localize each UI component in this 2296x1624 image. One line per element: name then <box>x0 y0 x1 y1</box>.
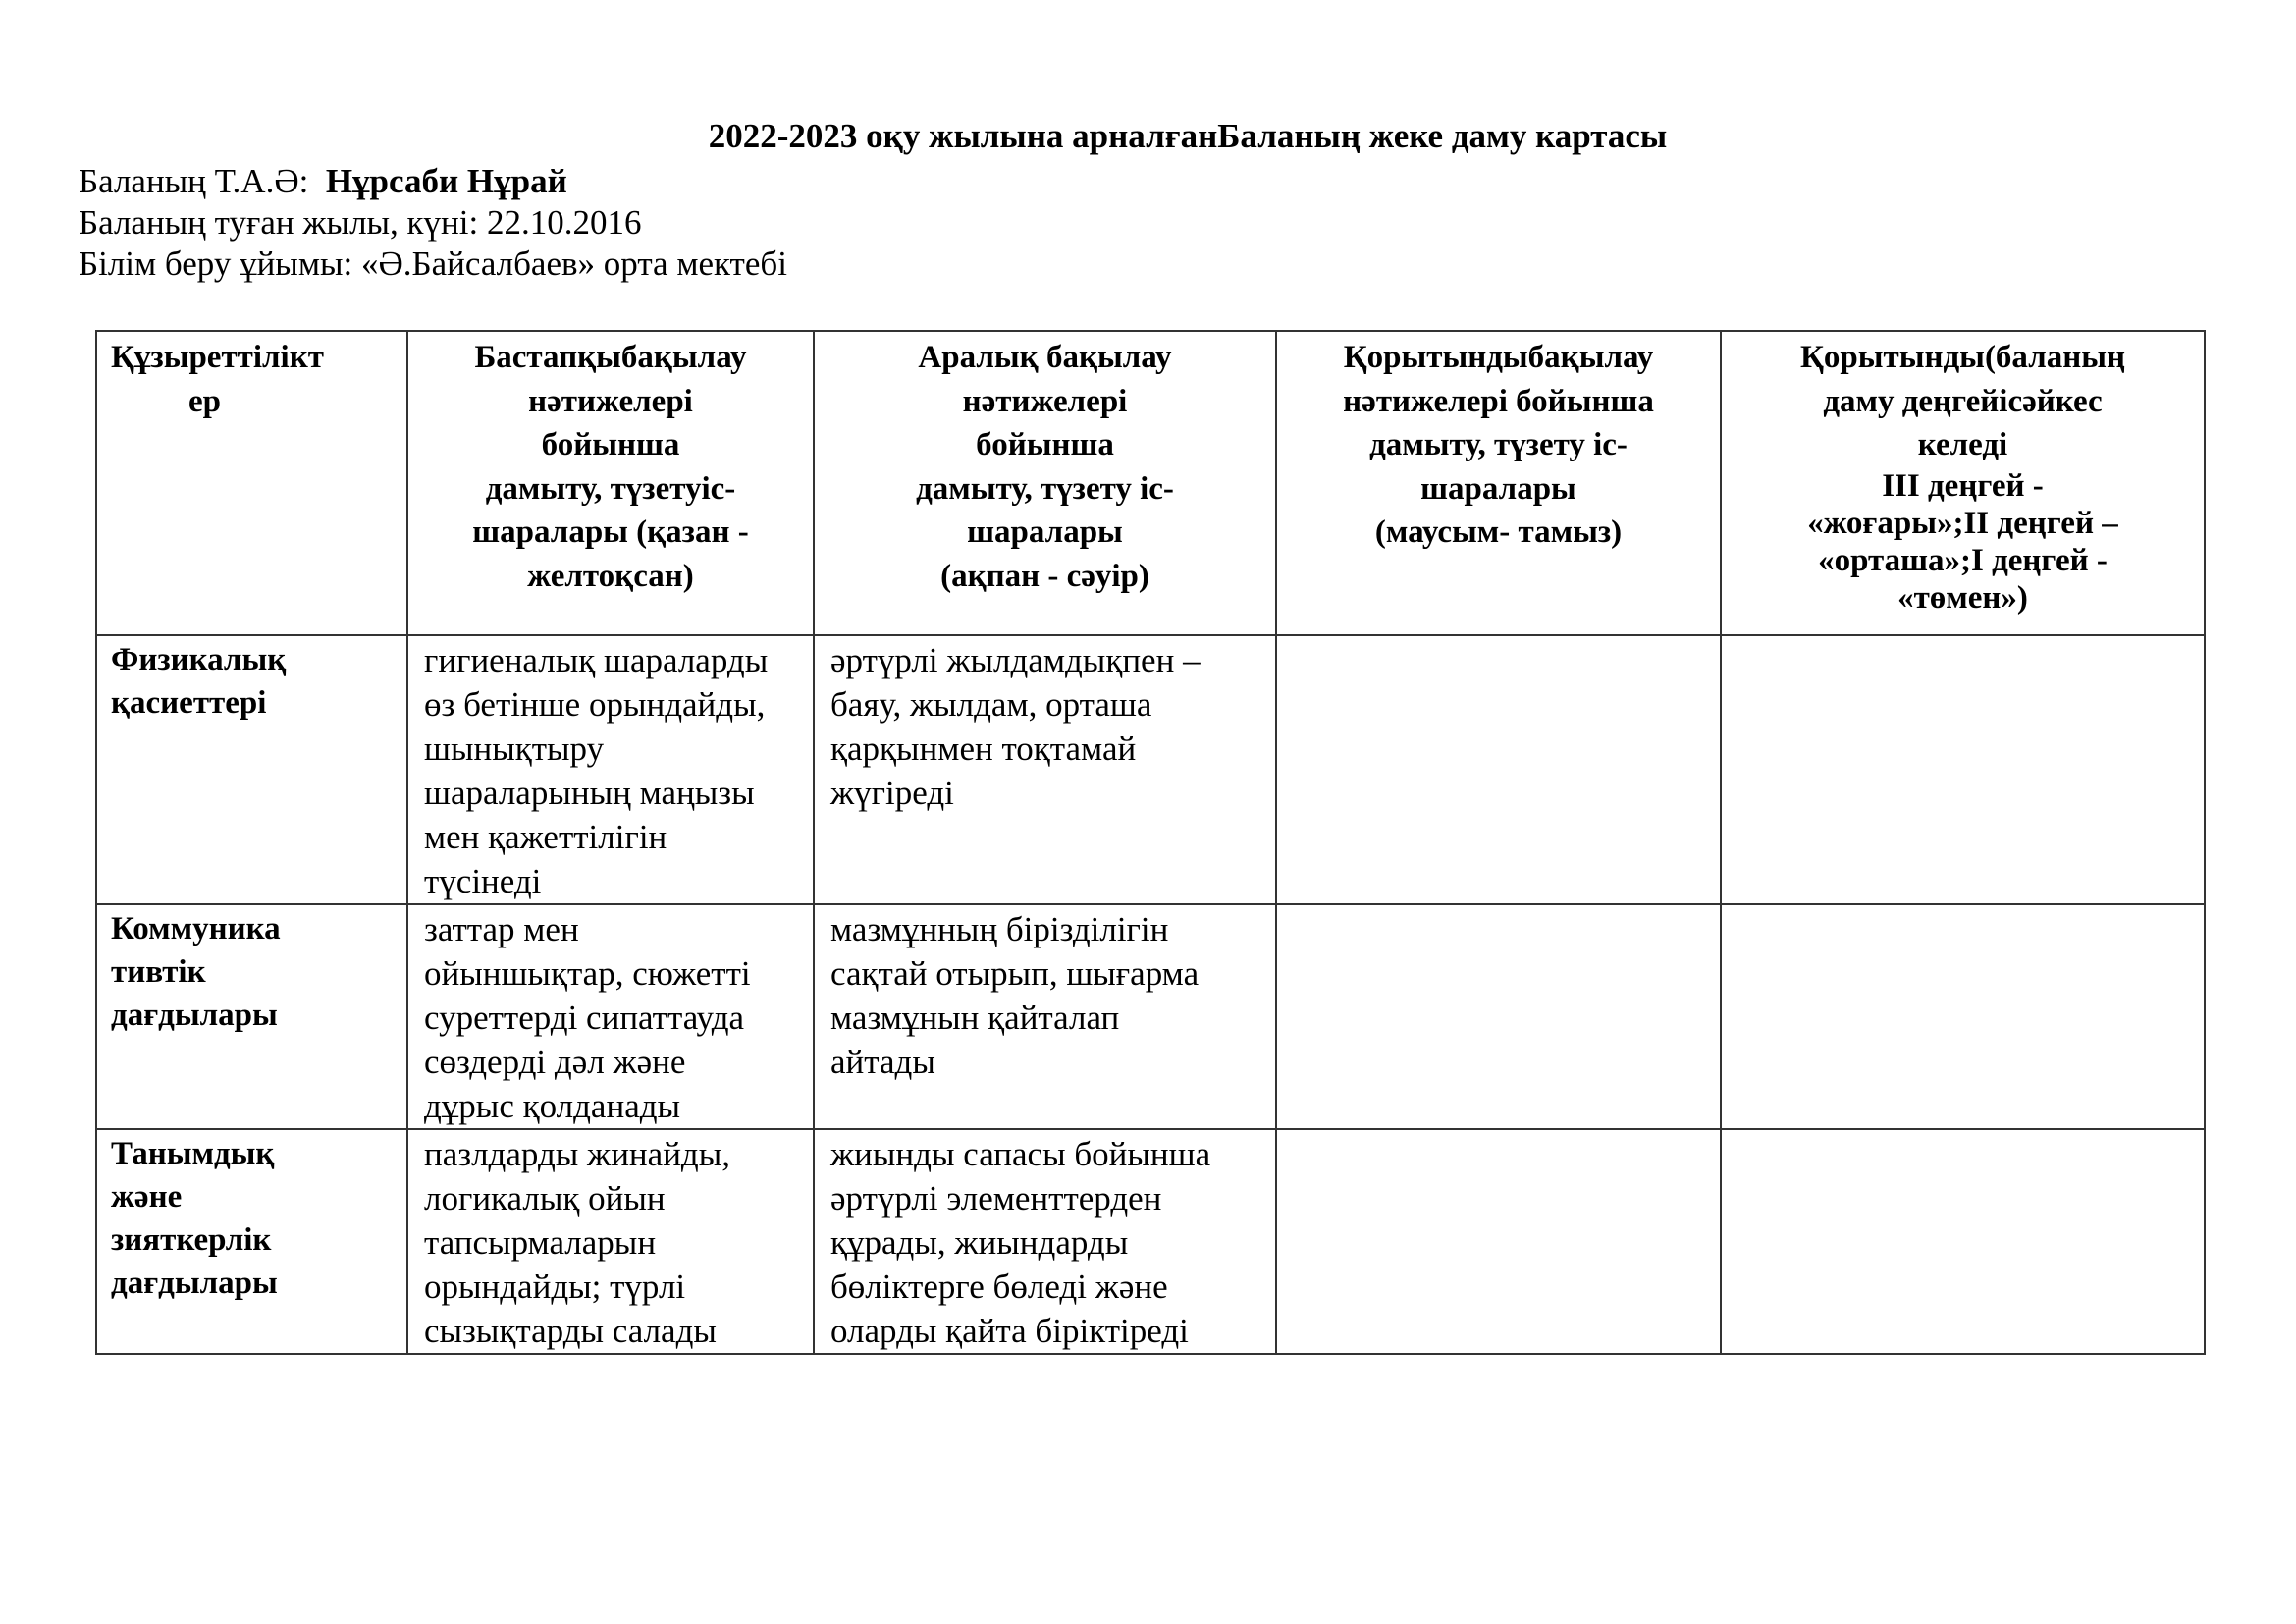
cell-line: Қорытындыбақылау <box>1343 340 1654 375</box>
cell-line: «төмен») <box>1897 579 2028 616</box>
intermediate-cell <box>814 904 1276 1129</box>
initial-cell <box>407 904 814 1129</box>
cell-line: дамыту, түзету іс- <box>916 470 1174 507</box>
cell-line: дамыту, түзету іс- <box>1369 427 1628 462</box>
table-row <box>96 904 2205 1129</box>
development-card-table <box>95 330 2206 1355</box>
organization-label: Білім беру ұйымы: <box>79 244 353 283</box>
cell-line: шаралары <box>967 514 1123 550</box>
header-intermediate <box>814 331 1276 635</box>
cell-line: шынықтыру <box>424 730 605 768</box>
cell-line: айтады <box>830 1043 935 1081</box>
cell-line: дамыту, түзетуіс- <box>485 470 736 507</box>
cell-line: «орташа»;I деңгей - <box>1818 542 2108 578</box>
result-cell <box>1721 635 2205 904</box>
cell-line: баяу, жылдам, орташа <box>830 685 1152 724</box>
cell-line: тивтік <box>111 954 206 990</box>
cell-line: Аралық бақылау <box>918 340 1172 375</box>
cell-line: құрады, жиындарды <box>830 1223 1129 1262</box>
competency-cell <box>96 904 407 1129</box>
cell-line: бөліктерге бөледі және <box>830 1268 1168 1306</box>
cell-line: шаралары (қазан - <box>472 514 749 550</box>
cell-line: гигиеналық шараларды <box>424 641 769 679</box>
cell-line: әртүрлі жылдамдықпен – <box>830 641 1201 679</box>
cell-line: мен қажеттілігін <box>424 818 667 856</box>
cell-line: қарқынмен тоқтамай <box>830 730 1137 768</box>
cell-line: Бастапқыбақылау <box>474 340 747 375</box>
document-title: 2022-2023 оқу жылына арналғанБаланың жеке даму картасы <box>708 117 1668 155</box>
header-final <box>1276 331 1721 635</box>
table-header-row <box>96 331 2205 635</box>
header-line: ер <box>188 383 221 419</box>
cell-line: сақтай отырып, шығарма <box>830 954 1200 993</box>
final-cell <box>1276 904 1721 1129</box>
child-name-line <box>79 161 567 202</box>
cell-line: ойыншықтар, сюжетті <box>424 954 751 993</box>
cell-line: дағдылары <box>111 1266 278 1301</box>
cell-line: өз бетінше орындайды, <box>424 685 766 724</box>
cell-line: зияткерлік <box>111 1222 272 1258</box>
cell-line: даму деңгейісәйкес <box>1823 383 2103 419</box>
cell-line: пазлдарды жинайды, <box>424 1135 730 1173</box>
cell-line: орындайды; түрлі <box>424 1268 686 1306</box>
table-row <box>96 1129 2205 1354</box>
child-name: Нұрсаби Нұрай <box>325 162 567 200</box>
cell-line: және <box>111 1179 183 1215</box>
cell-line: Қорытынды(баланың <box>1799 340 2126 375</box>
result-cell <box>1721 1129 2205 1354</box>
final-cell <box>1276 1129 1721 1354</box>
table-row <box>96 635 2205 904</box>
cell-line: нәтижелері бойынша <box>1343 383 1654 419</box>
cell-line: заттар мен <box>424 910 579 948</box>
cell-line: оларды қайта біріктіреді <box>830 1312 1189 1350</box>
cell-line: шаралары <box>1420 470 1576 507</box>
cell-line: нәтижелері <box>962 383 1128 419</box>
cell-line: «жоғары»;II деңгей – <box>1807 505 2118 541</box>
cell-line: келеді <box>1917 427 2008 462</box>
intermediate-cell <box>814 1129 1276 1354</box>
cell-line: дағдылары <box>111 998 278 1033</box>
header-initial <box>407 331 814 635</box>
result-cell <box>1721 904 2205 1129</box>
cell-line: қасиеттері <box>111 685 267 721</box>
cell-line: бойынша <box>541 427 680 462</box>
cell-line: нәтижелері <box>528 383 693 419</box>
cell-line: жиынды сапасы бойынша <box>830 1135 1211 1173</box>
cell-line: (ақпан - сәуір) <box>940 558 1149 594</box>
cell-line: сөздерді дәл және <box>424 1043 686 1081</box>
cell-line: Танымдық <box>111 1136 275 1171</box>
final-cell <box>1276 635 1721 904</box>
birth-date-label: Баланың туған жылы, күні: <box>79 203 479 242</box>
competency-cell <box>96 1129 407 1354</box>
birth-date-line <box>79 202 641 244</box>
cell-line: мазмұнын қайталап <box>830 999 1120 1037</box>
cell-line: сызықтарды салады <box>424 1312 717 1350</box>
initial-cell <box>407 635 814 904</box>
organization-line <box>79 244 787 285</box>
cell-line: жүгіреді <box>830 774 954 812</box>
cell-line: III деңгей - <box>1882 467 2044 504</box>
cell-line: суреттерді сипаттауда <box>424 999 745 1037</box>
cell-line: түсінеді <box>424 862 542 900</box>
intermediate-cell <box>814 635 1276 904</box>
cell-line: дұрыс қолданады <box>424 1087 681 1125</box>
organization-name: «Ә.Байсалбаев» орта мектебі <box>360 244 787 283</box>
competency-cell <box>96 635 407 904</box>
birth-date: 22.10.2016 <box>486 203 642 242</box>
cell-line: шараларының маңызы <box>424 774 755 812</box>
cell-line: Коммуника <box>111 911 281 947</box>
cell-line: мазмұнның бірізділігін <box>830 910 1169 948</box>
initial-cell <box>407 1129 814 1354</box>
cell-line: әртүрлі элементтерден <box>830 1179 1162 1218</box>
cell-line: (маусым- тамыз) <box>1374 514 1623 550</box>
cell-line: желтоқсан) <box>527 558 694 594</box>
cell-line: бойынша <box>976 427 1114 462</box>
cell-line: тапсырмаларын <box>424 1223 657 1262</box>
header-line: Құзыреттілікт <box>111 340 324 375</box>
child-name-label: Баланың Т.А.Ә: <box>79 162 309 200</box>
header-competencies <box>96 331 407 635</box>
cell-line: Физикалық <box>111 642 287 677</box>
header-result <box>1721 331 2205 635</box>
cell-line: логикалық ойын <box>424 1179 666 1218</box>
